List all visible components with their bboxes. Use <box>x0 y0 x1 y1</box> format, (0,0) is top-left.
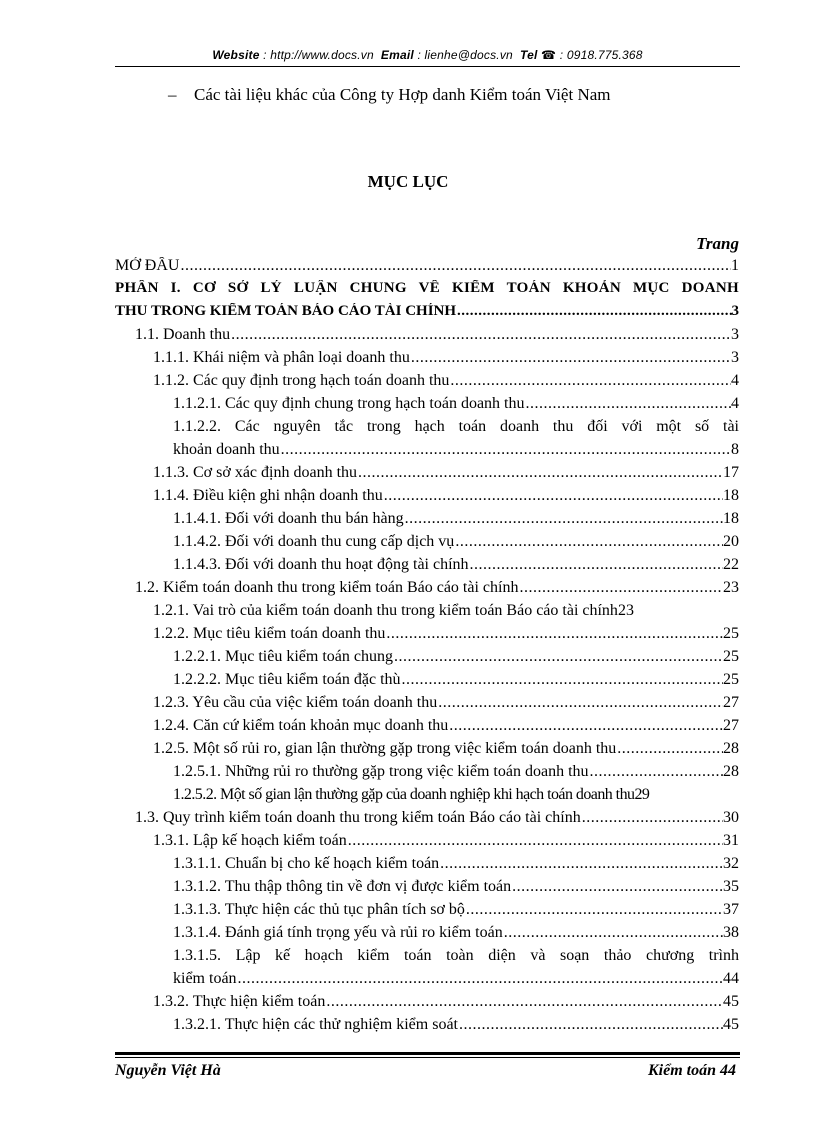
toc-entry-title: 1.3.1. Lập kế hoạch kiểm toán <box>153 832 347 849</box>
toc-entry[interactable] <box>115 579 739 602</box>
toc-entry-page: 18 <box>723 487 739 504</box>
toc-dot-leader <box>448 717 723 735</box>
toc-entry-page: 3 <box>731 326 739 343</box>
toc-dot-leader <box>404 510 723 528</box>
toc-entry-title: 1.2.2.1. Mục tiêu kiểm toán chung <box>173 648 393 665</box>
toc-entry-title: 1.2.4. Căn cứ kiểm toán khoản mục doanh thu <box>153 717 449 734</box>
toc-entry[interactable] <box>115 970 739 993</box>
toc-entry-title: 1.1.3. Cơ sở xác định doanh thu <box>153 464 358 481</box>
toc-dot-leader <box>401 671 723 689</box>
toc-entry[interactable] <box>115 487 739 510</box>
toc-entry-page: 44 <box>723 970 739 987</box>
toc-entry[interactable] <box>115 832 739 855</box>
toc-dot-leader <box>393 648 723 666</box>
toc-entry-page: 4 <box>731 372 739 389</box>
toc-entry-page: 3 <box>731 349 739 366</box>
page-title: MỤC LỤC <box>367 172 449 191</box>
toc-entry-page: 27 <box>723 694 739 711</box>
toc-entry-title: 1.1.1. Khái niệm và phân loại doanh thu <box>153 349 410 366</box>
toc-entry[interactable] <box>115 625 739 648</box>
toc-entry-title: 1.3.1.5. Lập kế hoạch kiểm toán toàn diện và soạn thảo chương trình <box>173 947 739 964</box>
toc-entry-title: 1.2.3. Yêu cầu của việc kiểm toán doanh thu <box>153 694 438 711</box>
toc-entry-title: THU TRONG KIỂM TOÁN BÁO CÁO TÀI CHÍNH <box>115 303 457 319</box>
toc-entry-title: 1.1.2.2. Các nguyên tắc trong hạch toán doanh thu đối với một số tài <box>173 418 739 435</box>
toc-dot-leader <box>347 832 723 850</box>
footer-author: Nguyễn Việt Hà <box>115 1062 221 1079</box>
toc-entry-page: 25 <box>723 671 739 688</box>
footer-class: Kiểm toán 44 <box>647 1062 736 1079</box>
toc-entry[interactable] <box>115 694 739 717</box>
toc-dot-leader <box>458 1016 723 1034</box>
toc-entry-page: 25 <box>723 648 739 665</box>
toc-entry-page: 27 <box>723 717 739 734</box>
toc-dot-leader <box>581 809 723 827</box>
toc-entry-title: 1.3.1.2. Thu thập thông tin về đơn vị được kiểm toán <box>173 878 512 895</box>
header-divider <box>115 66 740 67</box>
toc-entry-title: 1.3.2. Thực hiện kiểm toán <box>153 993 326 1010</box>
toc-entry-page: 23 <box>723 579 739 596</box>
toc-entry-page: 8 <box>731 441 739 458</box>
toc-entry-title: 1.2.5.1. Những rủi ro thường gặp trong việc kiểm toán doanh thu <box>173 763 589 780</box>
toc-entry[interactable] <box>115 809 739 832</box>
page-header <box>115 48 740 62</box>
toc-entry-title: 1.1.2.1. Các quy định chung trong hạch toán doanh thu <box>173 395 525 412</box>
toc-dot-leader <box>456 303 731 320</box>
toc-entry[interactable] <box>115 786 739 809</box>
toc-entry[interactable] <box>115 533 739 556</box>
toc-entry-title: 1.1.4.1. Đối với doanh thu bán hàng <box>173 510 404 527</box>
toc-dot-leader <box>357 464 723 482</box>
tel-value: : 0918.775.368 <box>559 48 643 62</box>
toc-entry-title: 1.2.2.2. Mục tiêu kiểm toán đặc thù <box>173 671 401 688</box>
toc-dot-leader <box>454 533 723 551</box>
toc-entry[interactable] <box>115 671 739 694</box>
toc-dot-leader <box>179 257 731 275</box>
toc-entry-page: 32 <box>723 855 739 872</box>
toc-entry[interactable] <box>115 556 739 579</box>
toc-dot-leader <box>383 487 723 505</box>
toc-entry[interactable] <box>115 510 739 533</box>
toc-dot-leader <box>589 763 723 781</box>
toc-entry[interactable] <box>115 372 739 395</box>
toc-entry-title: 1.1.2. Các quy định trong hạch toán doanh thu <box>153 372 450 389</box>
toc-entry-page: 35 <box>723 878 739 895</box>
toc-entry-page: 1 <box>731 257 739 274</box>
toc-entry[interactable] <box>115 464 739 487</box>
toc-dot-leader <box>469 556 723 574</box>
toc-entry-title: 1.2. Kiểm toán doanh thu trong kiểm toán Báo cáo tài chính <box>135 579 519 596</box>
toc-dot-leader <box>518 579 723 597</box>
toc-entry-title: 1.1.4. Điều kiện ghi nhận doanh thu <box>153 487 383 504</box>
toc-entry-page: 4 <box>731 395 739 412</box>
toc-dot-leader <box>616 740 723 758</box>
toc-entry[interactable] <box>115 717 739 740</box>
toc-entry[interactable] <box>115 855 739 878</box>
intro-text: Các tài liệu khác của Công ty Hợp danh Kiểm toán Việt Nam <box>194 85 611 104</box>
toc-entry-page: 45 <box>723 1016 739 1033</box>
toc-dot-leader <box>465 901 723 919</box>
toc-entry[interactable] <box>115 602 739 625</box>
toc-entry-title: kiểm toán <box>173 970 237 987</box>
toc-dot-leader <box>385 625 723 643</box>
toc-entry[interactable] <box>115 740 739 763</box>
page-column-label: Trang <box>696 234 739 253</box>
toc-entry-page: 25 <box>723 625 739 642</box>
toc-entry-title: 1.1.4.2. Đối với doanh thu cung cấp dịch vụ <box>173 533 455 550</box>
toc-entry-page: 38 <box>723 924 739 941</box>
toc-entry[interactable] <box>115 947 739 970</box>
website-label: Website <box>212 48 260 62</box>
toc-entry[interactable] <box>115 648 739 671</box>
toc-entry[interactable] <box>115 993 739 1016</box>
toc-entry-page: 22 <box>723 556 739 573</box>
toc-entry[interactable] <box>115 280 739 303</box>
toc-entry-title: 1.2.2. Mục tiêu kiểm toán doanh thu <box>153 625 386 642</box>
toc-entry-title: 1.2.5. Một số rủi ro, gian lận thường gặp trong việc kiểm toán doanh thu <box>153 740 617 757</box>
toc-entry-page: 28 <box>723 763 739 780</box>
toc-dot-leader <box>503 924 723 942</box>
toc-entry-title: 1.3.1.1. Chuẩn bị cho kế hoạch kiểm toán <box>173 855 440 872</box>
toc-entry-page: 31 <box>723 832 739 849</box>
toc-dot-leader <box>237 970 723 988</box>
toc-entry-title: khoản doanh thu <box>173 441 280 458</box>
toc-entry-page: 28 <box>723 740 739 757</box>
table-of-contents <box>115 257 739 1039</box>
toc-entry-page: 29 <box>634 786 650 803</box>
toc-entry[interactable] <box>115 303 739 326</box>
toc-entry[interactable] <box>115 1016 739 1039</box>
toc-dot-leader <box>230 326 731 344</box>
website-value: : http://www.docs.vn <box>263 48 374 62</box>
footer-divider-thick <box>115 1052 740 1055</box>
toc-entry-title: 1.3.1.4. Đánh giá tính trọng yếu và rủi ro kiểm toán <box>173 924 503 941</box>
toc-entry[interactable] <box>115 441 739 464</box>
toc-entry-page: 20 <box>723 533 739 550</box>
toc-entry-page: 37 <box>723 901 739 918</box>
toc-entry-title: 1.1. Doanh thu <box>135 326 231 343</box>
toc-dot-leader <box>325 993 723 1011</box>
toc-entry-title: PHẦN I. CƠ SỞ LÝ LUẬN CHUNG VỀ KIỂM TOÁN KHOẢN MỤC DOANH <box>115 280 739 296</box>
toc-entry-title: 1.3.2.1. Thực hiện các thử nghiệm kiểm soát <box>173 1016 458 1033</box>
toc-entry-page: 17 <box>723 464 739 481</box>
toc-entry-page: 18 <box>723 510 739 527</box>
toc-entry[interactable] <box>115 763 739 786</box>
toc-dot-leader <box>410 349 731 367</box>
toc-entry[interactable] <box>115 924 739 947</box>
toc-entry[interactable] <box>115 901 739 924</box>
tel-label: Tel <box>520 48 538 62</box>
toc-dot-leader <box>449 372 731 390</box>
toc-entry[interactable] <box>115 878 739 901</box>
toc-dot-leader <box>439 855 723 873</box>
toc-entry-page: 23 <box>617 602 634 619</box>
email-label: Email <box>380 48 414 62</box>
toc-entry-page: 30 <box>723 809 739 826</box>
toc-dot-leader <box>280 441 731 459</box>
intro-line <box>168 85 611 105</box>
toc-entry-page: 45 <box>723 993 739 1010</box>
toc-entry-title: MỞ ĐẦU <box>115 257 180 274</box>
toc-entry-page: 3 <box>731 303 739 319</box>
toc-entry[interactable] <box>115 418 739 441</box>
toc-entry[interactable] <box>115 257 739 280</box>
toc-dot-leader <box>525 395 732 413</box>
toc-entry-title: 1.2.5.2. Một số gian lận thường gặp của doanh nghiệp khi hạch toán doanh thu <box>173 786 635 803</box>
toc-dot-leader <box>437 694 723 712</box>
toc-entry-title: 1.2.1. Vai trò của kiểm toán doanh thu trong kiểm toán Báo cáo tài chính <box>153 602 618 619</box>
toc-dot-leader <box>511 878 723 896</box>
toc-entry-title: 1.3.1.3. Thực hiện các thủ tục phân tích sơ bộ <box>173 901 465 918</box>
email-value: : lienhe@docs.vn <box>417 48 513 62</box>
footer-divider-thin <box>115 1057 740 1058</box>
toc-entry[interactable] <box>115 326 739 349</box>
bullet-dash: – <box>168 85 177 104</box>
toc-entry-title: 1.1.4.3. Đối với doanh thu hoạt động tài chính <box>173 556 469 573</box>
toc-entry[interactable] <box>115 349 739 372</box>
phone-icon: ☎ <box>541 48 557 62</box>
toc-entry-title: 1.3. Quy trình kiểm toán doanh thu trong kiểm toán Báo cáo tài chính <box>135 809 581 826</box>
toc-entry[interactable] <box>115 395 739 418</box>
